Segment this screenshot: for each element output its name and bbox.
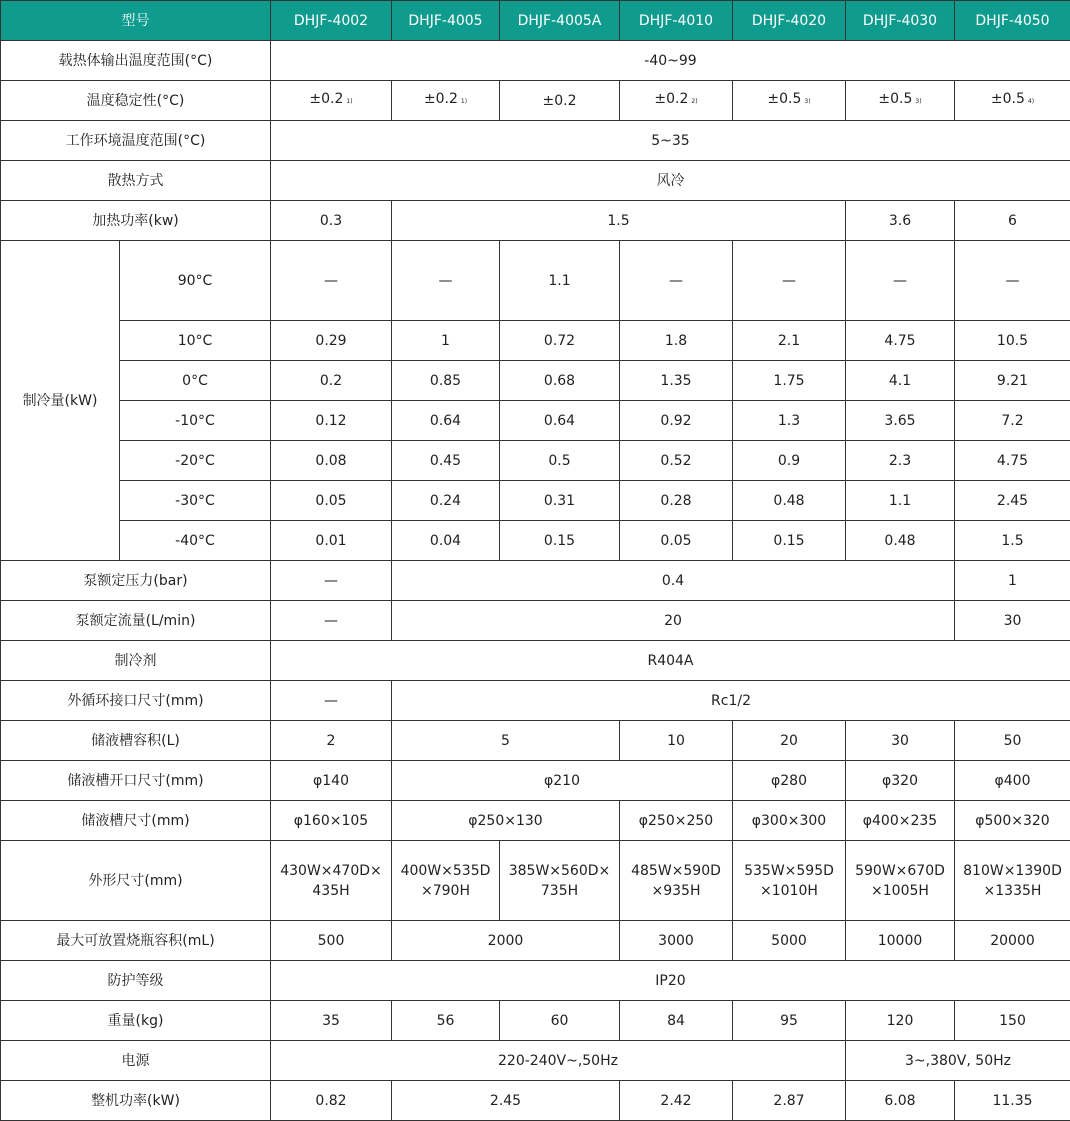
cell-value [733,841,846,921]
cell-value: φ400 [955,761,1070,801]
cell-value: 0.3 [271,201,392,241]
row-refrigerant [1,641,1070,681]
cell-value: 0.92 [620,401,733,441]
header-model: DHJF-4010 [620,1,733,41]
header-model: DHJF-4020 [733,1,846,41]
cell-value: 0.05 [620,521,733,561]
row-total-power [1,1081,1070,1121]
sub-label-temp: 10°C [120,321,271,361]
row-tank-volume [1,721,1070,761]
cell-value: 1.8 [620,321,733,361]
cell-value: 150 [955,1001,1070,1041]
footnote-mark: 4) [1027,98,1035,105]
cell-value: 3000 [620,921,733,961]
row-flask [1,921,1070,961]
cell-value [733,81,846,121]
cell-value: 0.15 [733,521,846,561]
cell-value: — [271,681,392,721]
cell-value: — [955,241,1070,321]
cell-value: 2.45 [955,481,1070,521]
dimension-line: 430W×470D× [280,862,382,879]
cell-value: 3.65 [846,401,955,441]
cell-value: φ250×130 [392,801,620,841]
dimension-line: 435H [312,882,350,899]
cell-value: 1.1 [846,481,955,521]
cell-value [392,841,500,921]
sub-label-temp: -40°C [120,521,271,561]
row-cooling-minus40 [1,521,1070,561]
cell-value: 500 [271,921,392,961]
cell-value: 1.1 [500,241,620,321]
cell-value [620,81,733,121]
cell-value: 5000 [733,921,846,961]
row-cooling-method [1,161,1070,201]
row-cooling-minus10 [1,401,1070,441]
sub-label-temp: 90°C [120,241,271,321]
cell-value: 0.28 [620,481,733,521]
cell-value: 0.64 [392,401,500,441]
cell-value: 0.04 [392,521,500,561]
cell-value: 0.29 [271,321,392,361]
cell-value: IP20 [271,961,1070,1001]
row-env-temp [1,121,1070,161]
cell-value: 6 [955,201,1070,241]
row-circ-port [1,681,1070,721]
header-model: DHJF-4005 [392,1,500,41]
cell-value: 0.68 [500,361,620,401]
row-label: 储液槽尺寸(mm) [1,801,271,841]
dimension-line: ×1335H [983,882,1042,899]
row-dimensions [1,841,1070,921]
row-label: 外形尺寸(mm) [1,841,271,921]
sub-label-temp: 0°C [120,361,271,401]
cell-value: 0.48 [846,521,955,561]
cell-value [955,841,1070,921]
cell-value: — [846,241,955,321]
cell-value: 20 [733,721,846,761]
cell-value: φ210 [392,761,733,801]
row-label: 防护等级 [1,961,271,1001]
stability-value: ±0.2 [542,92,577,109]
cell-value: 0.48 [733,481,846,521]
row-label: 重量(kg) [1,1001,271,1041]
cell-value: 2.1 [733,321,846,361]
cell-value: 50 [955,721,1070,761]
dimension-line: ×1005H [871,882,929,899]
cell-value: 10.5 [955,321,1070,361]
cell-value: 220-240V~,50Hz [271,1041,846,1081]
row-label: 温度稳定性(°C) [1,81,271,121]
cell-value: 84 [620,1001,733,1041]
cell-value: 0.15 [500,521,620,561]
dimension-line: 485W×590D [631,862,721,879]
row-label: 散热方式 [1,161,271,201]
cell-value: 1 [392,321,500,361]
cell-value: φ500×320 [955,801,1070,841]
cell-value: 1 [955,561,1070,601]
cell-value: 2000 [392,921,620,961]
cell-value [620,841,733,921]
header-model-label: 型号 [1,1,271,41]
cell-value: Rc1/2 [392,681,1070,721]
row-label: 储液槽开口尺寸(mm) [1,761,271,801]
cell-value: 60 [500,1001,620,1041]
cell-value [955,81,1070,121]
row-temp-range [1,41,1070,81]
dimension-line: 535W×595D [744,862,834,879]
cell-value: — [620,241,733,321]
row-label: 储液槽容积(L) [1,721,271,761]
cell-value: φ300×300 [733,801,846,841]
cell-value: 5~35 [271,121,1070,161]
cell-value: 0.2 [271,361,392,401]
cell-value: φ140 [271,761,392,801]
cell-value: 4.1 [846,361,955,401]
dimension-line: ×790H [421,882,470,899]
row-heating-power [1,201,1070,241]
row-cooling-0 [1,361,1070,401]
cell-value [846,841,955,921]
cell-value: 56 [392,1001,500,1041]
cell-value: 7.2 [955,401,1070,441]
cell-value: 0.45 [392,441,500,481]
cell-value: 0.08 [271,441,392,481]
row-label: 泵额定流量(L/min) [1,601,271,641]
stability-value: ±0.2 [654,91,689,107]
cell-value: 2.42 [620,1081,733,1121]
stability-value: ±0.5 [990,91,1025,107]
stability-value: ±0.5 [878,91,913,107]
row-cooling-10 [1,321,1070,361]
dimension-line: 810W×1390D [963,862,1062,879]
dimension-line: 400W×535D [400,862,491,879]
row-pump-pressure [1,561,1070,601]
cell-value: 1.75 [733,361,846,401]
cell-value: 3~,380V, 50Hz [846,1041,1070,1081]
cell-value: 30 [955,601,1070,641]
cell-value: 0.4 [392,561,955,601]
cell-value: 2.45 [392,1081,620,1121]
cell-value: φ280 [733,761,846,801]
row-label: 整机功率(kW) [1,1081,271,1121]
cell-value: 0.05 [271,481,392,521]
cell-value: 95 [733,1001,846,1041]
header-model: DHJF-4002 [271,1,392,41]
cell-value: 2.87 [733,1081,846,1121]
cell-value: 120 [846,1001,955,1041]
row-label: 泵额定压力(bar) [1,561,271,601]
header-row [1,1,1070,41]
cell-value [392,81,500,121]
cell-value: — [271,601,392,641]
cell-value: 10000 [846,921,955,961]
footnote-mark: 1) [346,98,353,105]
row-pump-flow [1,601,1070,641]
footnote-mark: 3) [915,98,922,105]
stability-value: ±0.2 [309,91,344,107]
row-label: 最大可放置烧瓶容积(mL) [1,921,271,961]
cell-value: 1.5 [955,521,1070,561]
row-cooling-90 [1,241,1070,321]
sub-label-temp: -10°C [120,401,271,441]
cell-value: φ400×235 [846,801,955,841]
cell-value: R404A [271,641,1070,681]
row-label: 工作环境温度范围(°C) [1,121,271,161]
cell-value: — [271,561,392,601]
cell-value: 0.72 [500,321,620,361]
cell-value: 0.52 [620,441,733,481]
cell-value: — [392,241,500,321]
cell-value: — [733,241,846,321]
row-label: 加热功率(kw) [1,201,271,241]
header-model: DHJF-4050 [955,1,1070,41]
cell-value: 30 [846,721,955,761]
cell-value: 5 [392,721,620,761]
row-label: 外循环接口尺寸(mm) [1,681,271,721]
footnote-mark: 1) [460,98,468,105]
row-label: 电源 [1,1041,271,1081]
cell-value: 11.35 [955,1081,1070,1121]
dimension-line: ×1010H [760,882,818,899]
cell-value: 6.08 [846,1081,955,1121]
row-cooling-minus20 [1,441,1070,481]
cell-value: 10 [620,721,733,761]
cell-value: 0.24 [392,481,500,521]
cell-value [500,841,620,921]
cell-value: -40~99 [271,41,1070,81]
footnote-mark: 2) [691,98,698,105]
row-stability [1,81,1070,121]
cell-value [271,81,392,121]
dimension-line: 590W×670D [855,862,945,879]
row-label-cooling-capacity: 制冷量(kW) [1,241,120,561]
cell-value: 0.9 [733,441,846,481]
cell-value: 0.85 [392,361,500,401]
cell-value [846,81,955,121]
stability-value: ±0.2 [423,91,458,107]
cell-value: φ250×250 [620,801,733,841]
row-weight [1,1001,1070,1041]
cell-value: 0.64 [500,401,620,441]
row-label: 载热体输出温度范围(°C) [1,41,271,81]
cell-value: 1.35 [620,361,733,401]
cell-value: φ160×105 [271,801,392,841]
dimension-line: 385W×560D× [508,862,611,879]
cell-value [500,81,620,121]
cell-value: 风冷 [271,161,1070,201]
stability-value: ±0.5 [767,91,802,107]
row-tank-opening [1,761,1070,801]
cell-value: 0.31 [500,481,620,521]
cell-value: 1.5 [392,201,846,241]
cell-value: 3.6 [846,201,955,241]
row-power-supply [1,1041,1070,1081]
cell-value: 0.82 [271,1081,392,1121]
cell-value: 2 [271,721,392,761]
header-model: DHJF-4005A [500,1,620,41]
dimension-line: ×935H [651,882,701,899]
cell-value: 0.01 [271,521,392,561]
cell-value: — [271,241,392,321]
footnote-mark: 3) [804,98,811,105]
header-model: DHJF-4030 [846,1,955,41]
cell-value: 9.21 [955,361,1070,401]
sub-label-temp: -20°C [120,441,271,481]
cell-value: 4.75 [955,441,1070,481]
dimension-line: 735H [540,882,579,899]
cell-value: 0.12 [271,401,392,441]
cell-value: 20 [392,601,955,641]
row-protection [1,961,1070,1001]
cell-value [271,841,392,921]
cell-value: 4.75 [846,321,955,361]
cell-value: 20000 [955,921,1070,961]
cell-value: 2.3 [846,441,955,481]
row-label: 制冷剂 [1,641,271,681]
cell-value: 0.5 [500,441,620,481]
cell-value: 35 [271,1001,392,1041]
row-tank-size [1,801,1070,841]
sub-label-temp: -30°C [120,481,271,521]
cell-value: φ320 [846,761,955,801]
row-cooling-minus30 [1,481,1070,521]
cell-value: 1.3 [733,401,846,441]
